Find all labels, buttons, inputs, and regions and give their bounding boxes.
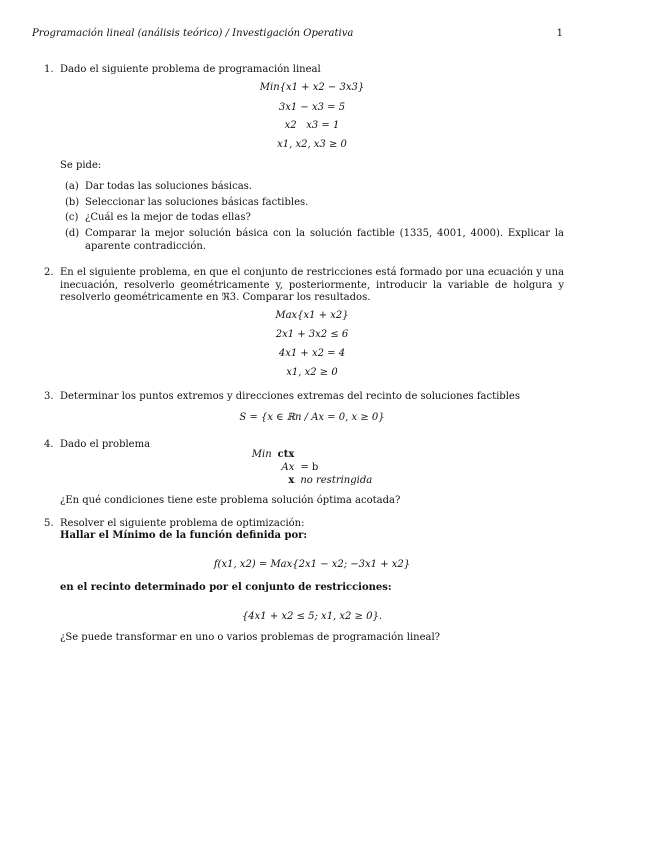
lp-cell: x	[288, 474, 295, 486]
problem-intro: Resolver el siguiente problema de optimización:	[60, 517, 305, 529]
problem-number: 4.	[44, 438, 54, 450]
item-text: Comparar la mejor solución básica con la solución factible (1335, 4001, 4000). Explicar la aparente contradicción.	[85, 228, 564, 252]
problem-number: 2.	[44, 266, 54, 278]
prompt-text: Se pide:	[60, 159, 102, 171]
problem-intro: Dado el siguiente problema de programación lineal	[60, 64, 321, 75]
problem-question: ¿En qué condiciones tiene este problema solución óptima acotada?	[60, 494, 401, 506]
item-label: (c)	[65, 212, 79, 224]
item-label: (a)	[65, 180, 79, 192]
lp-row	[249, 461, 375, 474]
problem-number: 1.	[44, 64, 54, 75]
lp-cell: ctx	[277, 448, 295, 460]
problem-intro: Determinar los puntos extremos y direcciones extremas del recinto de soluciones factibles	[60, 391, 520, 403]
problem-number: 5.	[44, 517, 54, 529]
sub-item-c	[65, 212, 564, 225]
item-label: (d)	[65, 228, 80, 240]
equation-nonnegativity: x1, x2 ≥ 0	[286, 366, 338, 378]
lp-cell	[249, 474, 275, 487]
item-label: (b)	[65, 196, 80, 208]
lp-cell: Min	[251, 448, 272, 460]
equation-function: f(x1, x2) = Max{2x1 − x2; −3x1 + x2}	[213, 559, 411, 571]
problem-number: 3.	[44, 391, 54, 403]
problem-1	[44, 64, 564, 257]
lp-cell	[297, 448, 375, 461]
item-text: ¿Cuál es la mejor de todas ellas?	[85, 212, 251, 224]
item-text: Dar todas las soluciones básicas.	[85, 180, 252, 192]
problem-5	[44, 518, 564, 645]
problem-question: ¿Se puede transformar en uno o varios problemas de programación lineal?	[60, 631, 441, 643]
lp-cell: = b	[300, 461, 319, 473]
equation-constraint-1: 3x1 − x3 = 5	[278, 101, 346, 113]
lp-cell	[249, 461, 275, 474]
bold-statement-1: Hallar el Mínimo de la función definida por:	[60, 530, 308, 542]
running-header	[32, 28, 563, 41]
lp-cell: Ax	[281, 461, 295, 473]
problem-3	[44, 391, 564, 425]
equation-region: {4x1 + x2 ≤ 5; x1, x2 ≥ 0}.	[241, 610, 383, 622]
problem-intro: En el siguiente problema, en que el conjunto de restricciones está formado por una ecuación y una inecuación, resolverlo geométricamente y, posteriormente, introducir la variable de holgura y resolverlo geométricamente en ℜ3. Comparar los resultados.	[60, 266, 564, 304]
page-number: 1	[556, 28, 563, 39]
sub-item-d	[65, 228, 564, 254]
equation-constraint-1: 2x1 + 3x2 ≤ 6	[275, 328, 349, 340]
lp-row	[249, 448, 375, 461]
lp-formulation	[249, 448, 375, 487]
header-title: Programación lineal (análisis teórico) / Investigación Operativa	[32, 28, 354, 39]
equation-nonnegativity: x1, x2, x3 ≥ 0	[277, 139, 347, 151]
lp-cell: no restringida	[300, 474, 373, 486]
equation-set: S = {x ∈ ℝn / Ax = 0, x ≥ 0}	[239, 412, 385, 424]
equation-constraint-2: x2 x3 = 1	[284, 120, 340, 132]
sub-item-a	[65, 181, 564, 194]
problem-intro: Dado el problema	[60, 438, 151, 450]
equation-objective: Min{x1 + x2 − 3x3}	[259, 81, 365, 93]
sub-item-b	[65, 197, 564, 210]
problem-4	[44, 439, 564, 508]
bold-statement-2: en el recinto determinado por el conjunto de restricciones:	[60, 581, 392, 593]
problem-2	[44, 267, 564, 380]
lp-row	[249, 474, 375, 487]
equation-constraint-2: 4x1 + x2 = 4	[278, 347, 346, 359]
equation-objective: Max{x1 + x2}	[275, 310, 349, 322]
item-text: Seleccionar las soluciones básicas factibles.	[85, 196, 309, 208]
exercise-list	[44, 64, 564, 644]
